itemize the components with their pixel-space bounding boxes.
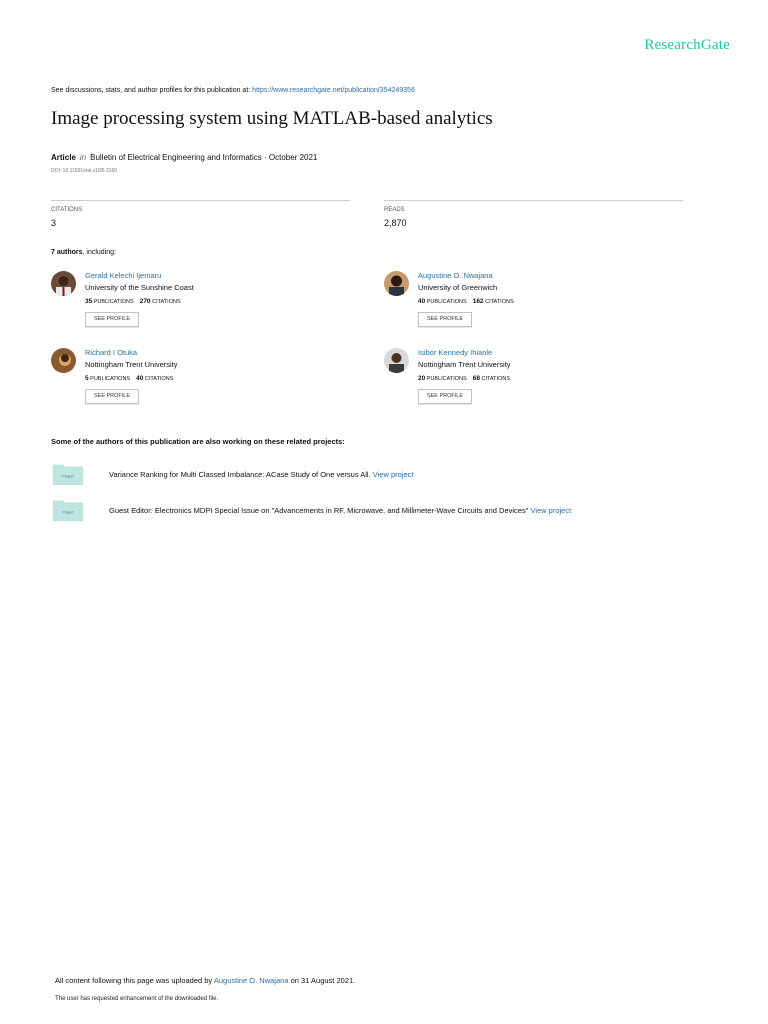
citations-value: 3 [51, 218, 57, 228]
author-card [384, 271, 684, 341]
project-title: Guest Editor: Electronics MDPI Special Issue on "Advancements in RF, Microwave, and Millimeter-Wave Circuits and Devices" [109, 506, 529, 515]
citations-count: 162 [472, 298, 484, 305]
author-name-link[interactable]: Gerald Kelechi Ijemaru [85, 271, 162, 280]
author-affiliation: Nottingham Trent University [418, 360, 511, 369]
enhancement-note: The user has requested enhancement of the downloaded file. [55, 996, 219, 1002]
author-name-link[interactable]: Augustine O. Nwajana [418, 271, 493, 280]
publications-label: PUBLICATIONS [426, 299, 467, 305]
citations-divider [51, 200, 350, 201]
related-projects-heading: Some of the authors of this publication are also working on these related projects: [51, 437, 345, 446]
authors-count: 7 authors [51, 249, 83, 256]
avatar[interactable] [51, 271, 76, 296]
citations-label: CITATIONS [152, 299, 181, 305]
citations-label: CITATIONS [485, 299, 514, 305]
doi: DOI: 10.11591/eei.v10i5.3160 [51, 168, 118, 174]
project-text [109, 470, 413, 479]
project-title: Variance Ranking for Multi Classed Imbalance: ACase Study of One versus All. [109, 470, 371, 479]
see-profile-button[interactable]: SEE PROFILE [418, 312, 472, 327]
author-name-link[interactable]: Richard I Otuka [85, 348, 138, 357]
author-card [51, 271, 351, 341]
journal-date: Bulletin of Electrical Engineering and Informatics · October 2021 [90, 153, 318, 162]
see-profile-button[interactable]: SEE PROFILE [418, 389, 472, 404]
upload-suffix: on 31 August 2021. [288, 976, 356, 985]
citations-label: CITATIONS [51, 207, 83, 213]
authors-suffix: , including: [82, 249, 116, 256]
author-card [51, 348, 351, 418]
researchgate-logo[interactable]: ResearchGate [644, 37, 730, 53]
in-label: in [79, 153, 87, 162]
citations-label: CITATIONS [144, 376, 174, 382]
article-type: Article [51, 153, 76, 162]
author-stats [418, 375, 510, 382]
discussion-line [51, 87, 415, 94]
publications-count: 35 [85, 298, 93, 305]
author-stats [418, 298, 514, 305]
upload-prefix: All content following this page was uploaded by [55, 976, 214, 985]
author-card [384, 348, 684, 418]
author-stats [85, 298, 181, 305]
uploader-link[interactable]: Augustine O. Nwajana [213, 976, 289, 985]
citations-count: 68 [472, 375, 480, 382]
citations-count: 40 [136, 375, 144, 382]
project-folder-icon [53, 463, 83, 485]
view-project-link[interactable]: View project [372, 470, 414, 479]
project-row [51, 499, 751, 529]
citations-label: CITATIONS [481, 376, 510, 382]
project-folder-label: Project [62, 474, 74, 479]
author-affiliation: Nottingham Trent University [85, 360, 178, 369]
avatar[interactable] [51, 348, 76, 373]
reads-value: 2,870 [384, 218, 407, 228]
avatar[interactable] [384, 271, 409, 296]
reads-divider [384, 200, 683, 201]
publications-label: PUBLICATIONS [93, 299, 134, 305]
author-affiliation: University of Greenwich [418, 283, 498, 292]
see-profile-button[interactable]: SEE PROFILE [85, 312, 139, 327]
upload-note [55, 976, 355, 985]
see-profile-button[interactable]: SEE PROFILE [85, 389, 139, 404]
publication-link[interactable]: https://www.researchgate.net/publication/354249356 [252, 87, 415, 94]
project-text [109, 506, 571, 515]
publications-count: 40 [418, 298, 426, 305]
reads-label: READS [384, 207, 405, 213]
author-name-link[interactable]: Isibor Kennedy Ihianle [418, 348, 493, 357]
publications-label: PUBLICATIONS [426, 376, 467, 382]
project-folder-icon [53, 499, 83, 521]
citations-count: 270 [139, 298, 151, 305]
publication-meta [51, 153, 317, 162]
authors-heading [51, 249, 116, 256]
view-project-link[interactable]: View project [530, 506, 572, 515]
publication-title: Image processing system using MATLAB-based analytics [51, 108, 493, 129]
author-stats [85, 375, 173, 382]
author-affiliation: University of the Sunshine Coast [85, 283, 194, 292]
project-folder-label: Project [62, 510, 74, 515]
publications-label: PUBLICATIONS [90, 376, 131, 382]
publications-count: 20 [418, 375, 426, 382]
project-row [51, 463, 751, 493]
discussion-prefix: See discussions, stats, and author profiles for this publication at: [51, 87, 253, 94]
publications-count: 5 [85, 375, 89, 382]
avatar[interactable] [384, 348, 409, 373]
